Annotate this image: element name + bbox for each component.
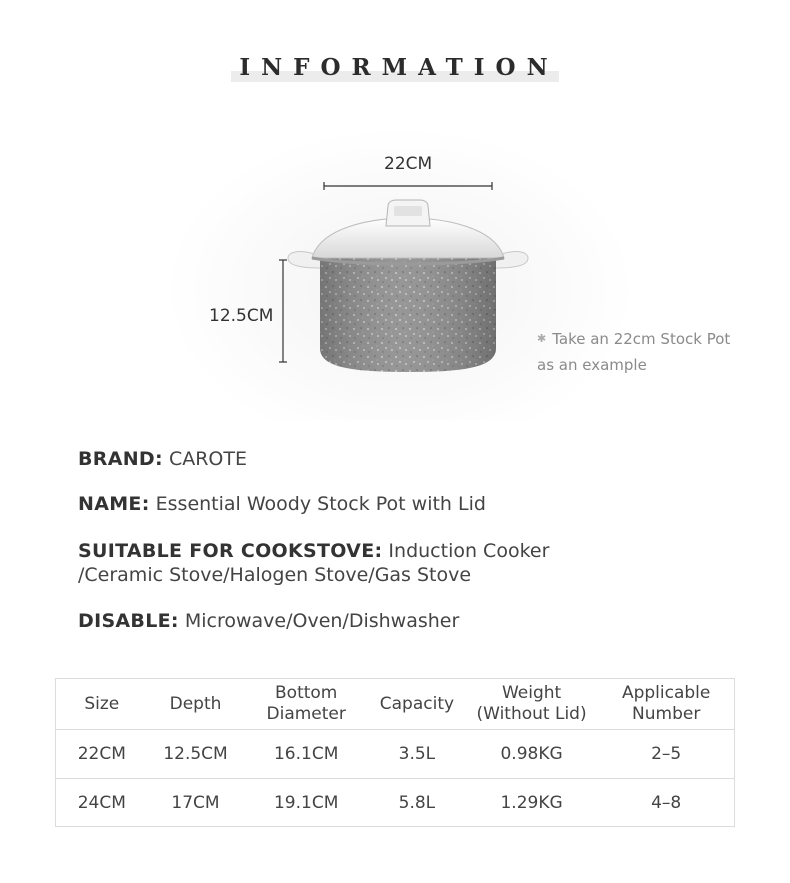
spec-cookstove-value-1: Induction Cooker xyxy=(388,540,550,562)
cell-size: 22CM xyxy=(56,730,148,779)
header-bottom-diameter: Bottom Diameter xyxy=(243,679,369,730)
table-header-row xyxy=(56,679,735,730)
header-size: Size xyxy=(56,679,148,730)
header-depth: Depth xyxy=(148,679,244,730)
header-applicable-number: Applicable Number xyxy=(598,679,734,730)
cell-depth: 17CM xyxy=(171,792,220,813)
cell-weight: 0.98KG xyxy=(465,730,599,779)
spec-disable xyxy=(78,609,459,633)
height-label: 12.5CM xyxy=(209,306,274,326)
header-capacity: Capacity xyxy=(369,679,465,730)
cell-bottom-diameter: 16.1CM xyxy=(243,730,369,779)
cell-capacity: 3.5L xyxy=(369,730,465,779)
table-row xyxy=(56,779,735,827)
spec-brand xyxy=(78,447,247,471)
example-note xyxy=(537,326,747,378)
spec-disable-value: Microwave/Oven/Dishwasher xyxy=(184,610,460,632)
cell-applicable-number: 4–8 xyxy=(651,792,682,813)
table-row xyxy=(56,730,735,779)
asterisk-icon: ✱ xyxy=(537,332,547,345)
spec-brand-key: BRAND: xyxy=(78,448,163,470)
spec-name-value: Essential Woody Stock Pot with Lid xyxy=(155,493,486,515)
note-line-2: as an example xyxy=(537,356,647,374)
title-section xyxy=(0,50,790,85)
cell-depth: 12.5CM xyxy=(148,730,244,779)
cell-weight: 1.29KG xyxy=(500,792,563,813)
cell-size: 24CM xyxy=(77,792,126,813)
spec-cookstove-value-2: /Ceramic Stove/Halogen Stove/Gas Stove xyxy=(78,564,472,586)
size-table xyxy=(55,678,735,827)
cell-applicable-number: 2–5 xyxy=(598,730,734,779)
cell-capacity: 5.8L xyxy=(398,792,436,813)
spec-name-key: NAME: xyxy=(78,493,150,515)
header-weight: Weight (Without Lid) xyxy=(465,679,599,730)
spec-cookstove xyxy=(78,539,698,587)
spec-disable-key: DISABLE: xyxy=(78,610,179,632)
spec-name xyxy=(78,492,486,516)
spec-brand-value: CAROTE xyxy=(168,448,247,470)
spec-cookstove-key: SUITABLE FOR COOKSTOVE: xyxy=(78,540,383,562)
page-title: INFORMATION xyxy=(231,50,558,85)
width-label: 22CM xyxy=(384,154,433,174)
note-line-1: Take an 22cm Stock Pot xyxy=(552,330,731,348)
cell-bottom-diameter: 19.1CM xyxy=(273,792,339,813)
